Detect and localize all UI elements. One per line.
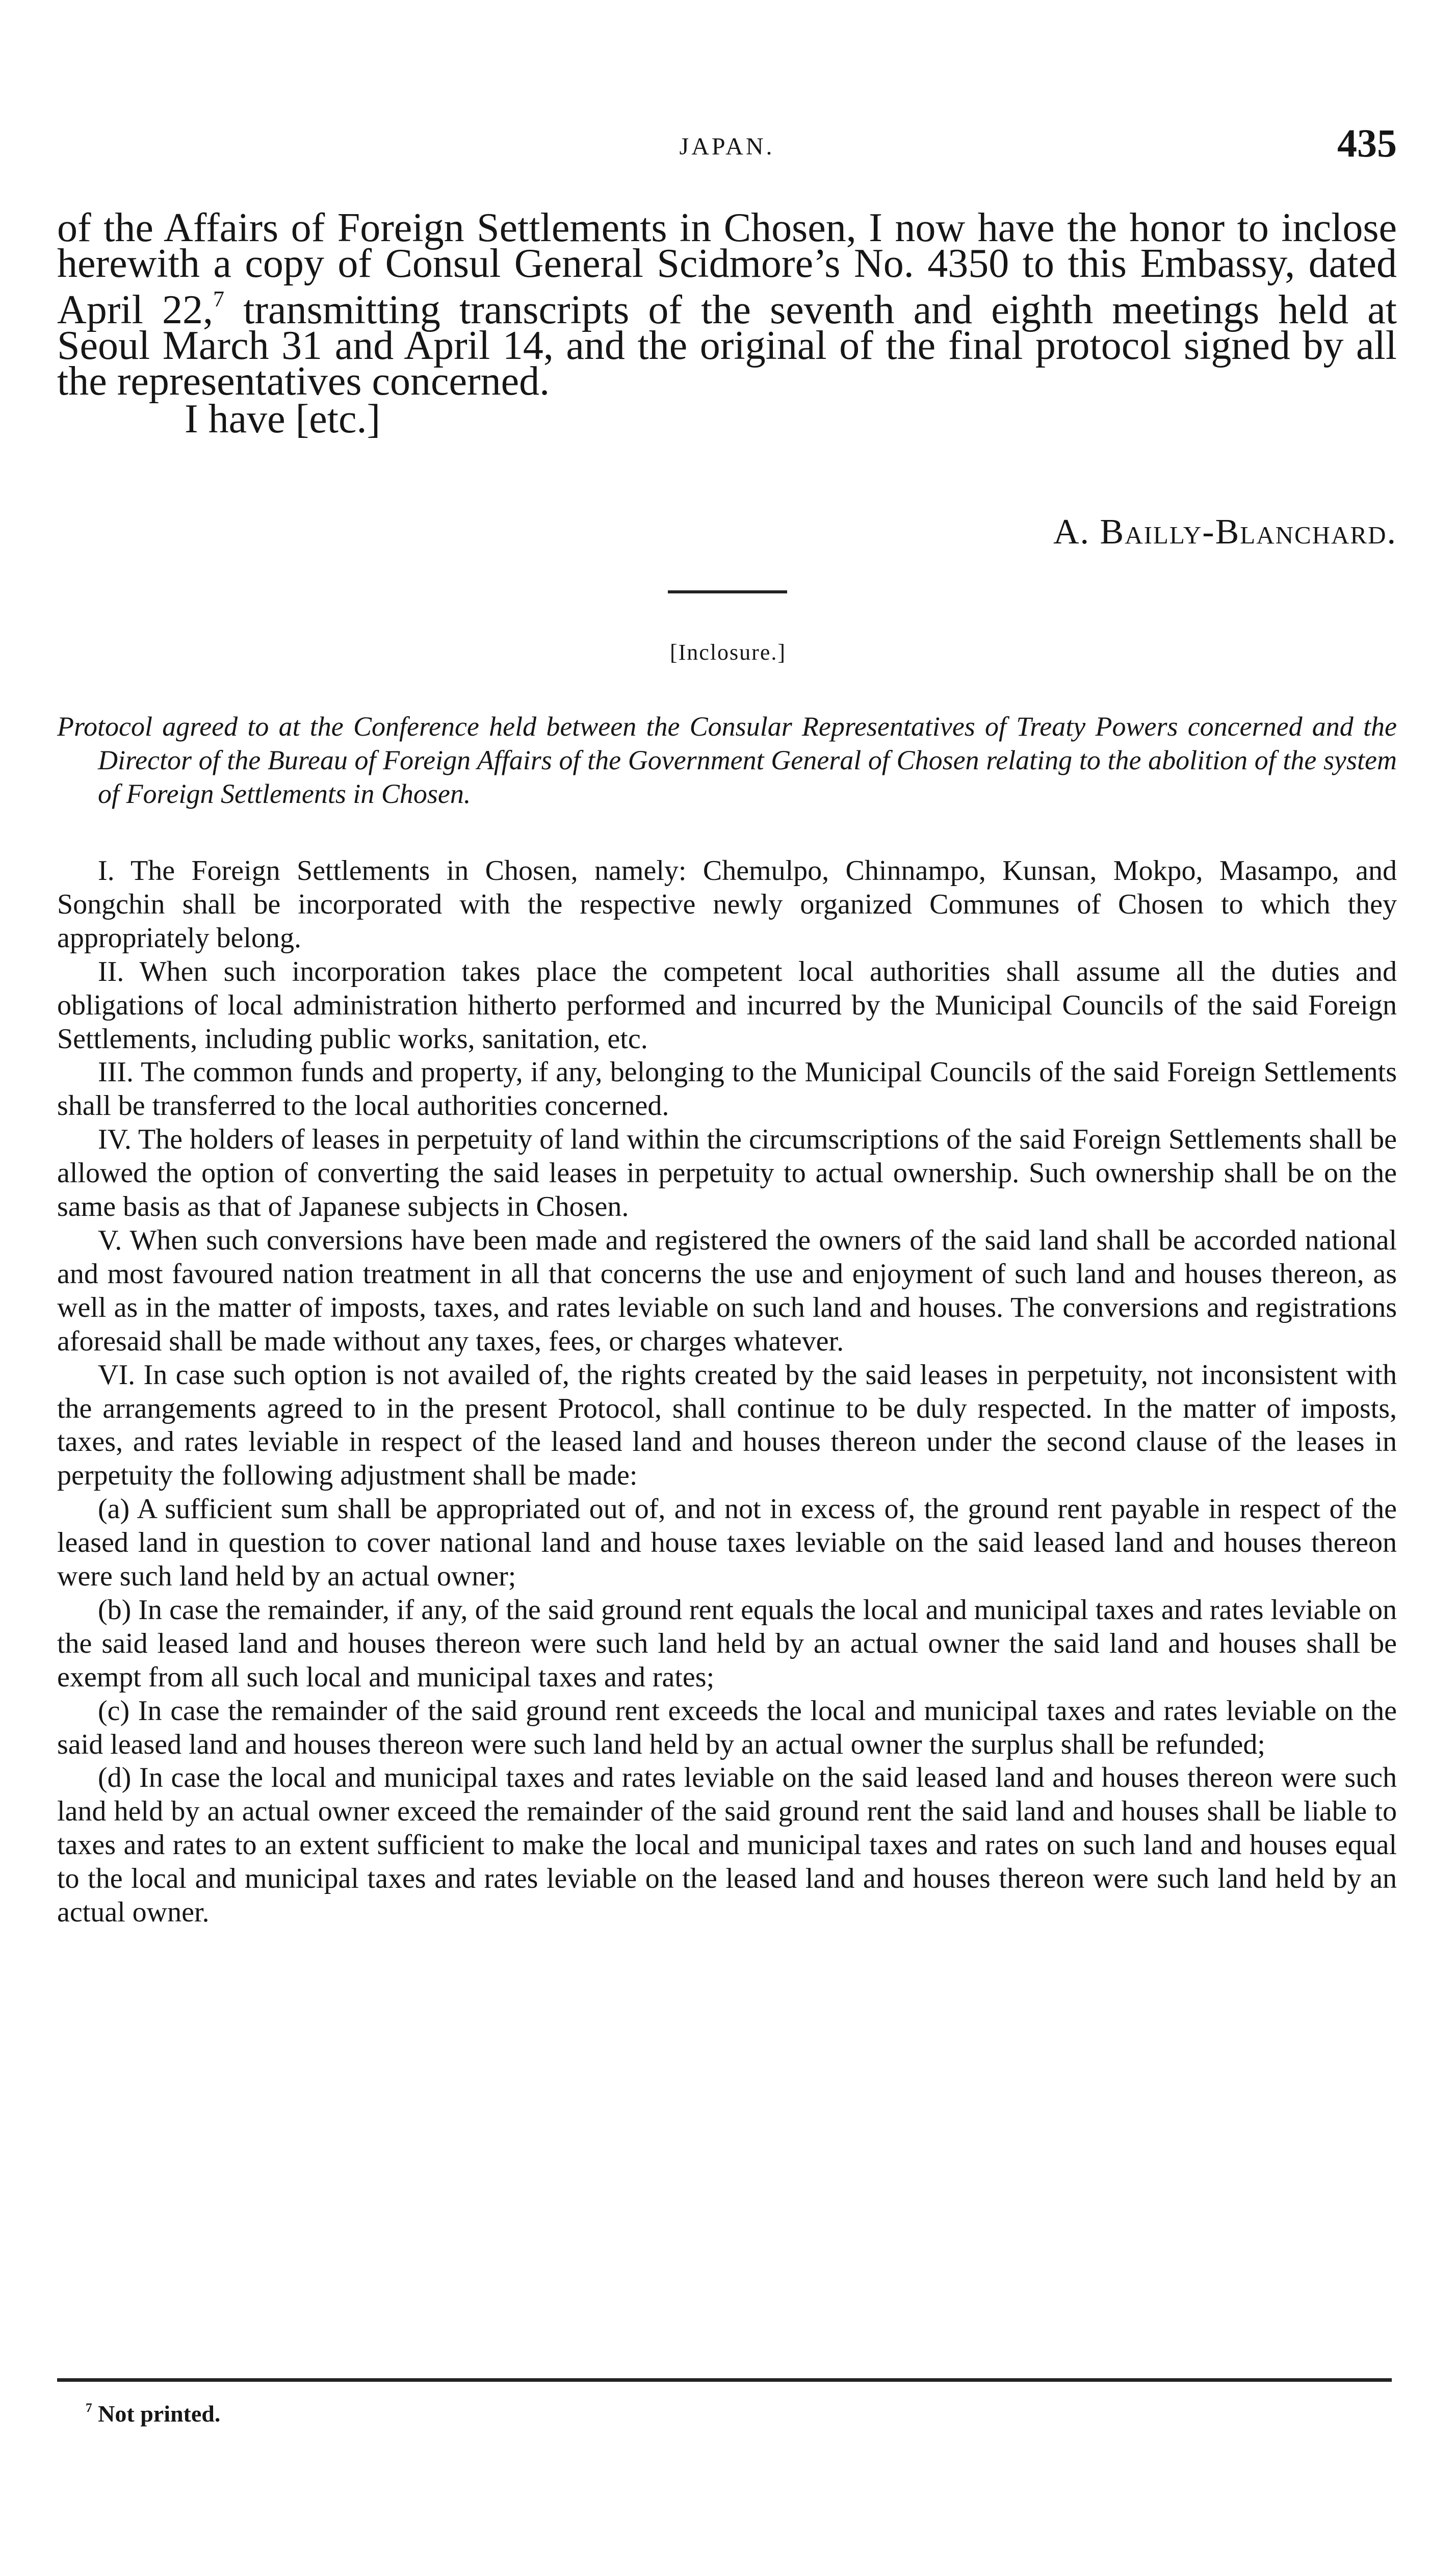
- protocol-articles: [57, 854, 1397, 1930]
- protocol-article-3: III. The common funds and property, if any, belonging to the Municipal Councils of the said Foreign Settlements shall be transferred to the local authorities concerned.: [57, 1056, 1397, 1122]
- protocol-clause-a: (a) A sufficient sum shall be appropriated out of, and not in excess of, the ground rent payable in respect of the leased land in question to cover national land and house taxes leviable on the said leased land and houses thereon were such land held by an actual owner;: [57, 1493, 1397, 1593]
- protocol-clause-d: (d) In case the local and municipal taxes and rates leviable on the said leased land and houses thereon were such land held by an actual owner exceed the remainder of the said ground rent the said land and houses shall be liable to taxes and rates to an extent sufficient to make the local and municipal taxes and rates on such land and houses equal to the local and municipal taxes and rates leviable on the leased land and houses thereon were such land held by an actual owner.: [57, 1762, 1397, 1929]
- letter-closing: I have [etc.]: [185, 397, 381, 441]
- letter-paragraph-part2: transmitting transcripts of the seventh and eighth meetings held at Seoul March 31 and April 14, and the original of the final protocol signed by all the representatives concerned.: [57, 288, 1397, 404]
- signature: A. Bailly-Blanchard.: [1053, 512, 1397, 552]
- protocol-article-2: II. When such incorporation takes place the competent local authorities shall assume all the duties and obligations of local administration hitherto performed and incurred by the Municipal Councils of the said Foreign Settlements, including public works, sanitation, etc.: [57, 955, 1397, 1055]
- protocol-clause-c: (c) In case the remainder of the said ground rent exceeds the local and municipal taxes and rates leviable on the said leased land and houses thereon were such land held by an actual owner the surplus shall be refunded;: [57, 1695, 1397, 1760]
- letter-body: [57, 205, 1397, 441]
- footnote-marker: 7: [86, 2401, 92, 2415]
- protocol-article-6: VI. In case such option is not availed of, the rights created by the said leases in perpetuity, not inconsistent with the arrangements agreed to in the present Protocol, shall continue to be duly respected. In the matter of imposts, taxes, and rates leviable in respect of the leased land and houses thereon under the second clause of the leases in perpetuity the following adjustment shall be made:: [57, 1359, 1397, 1492]
- letter-paragraph: [57, 205, 1397, 404]
- protocol-clause-b: (b) In case the remainder, if any, of the said ground rent equals the local and municipal taxes and rates leviable on the said leased land and houses thereon were such land held by an actual owner the said land and houses shall be exempt from all such local and municipal taxes and rates;: [57, 1594, 1397, 1693]
- footnote-reference[interactable]: 7: [213, 287, 225, 311]
- footnote-divider: [57, 2378, 1392, 2382]
- footnote-text: Not printed.: [92, 2401, 221, 2427]
- footnote: [86, 2400, 220, 2427]
- protocol-article-1: I. The Foreign Settlements in Chosen, namely: Chemulpo, Chinnampo, Kunsan, Mokpo, Masampo, and Songchin shall be incorporated with the respective newly organized Communes of Chosen to which they appropriately belong.: [57, 855, 1397, 954]
- letter-paragraph-part1: of the Affairs of Foreign Settlements in Chosen, I now have the honor to inclose herewith a copy of Consul General Scidmore’s No. 4350 to this Embassy, dated April 22,: [57, 205, 1397, 332]
- running-head: [57, 120, 1397, 166]
- protocol-article-4: IV. The holders of leases in perpetuity of land within the circumscriptions of the said Foreign Settlements shall be allowed the option of converting the said leases in perpetuity to actual ownership. Such ownership shall be on the same basis as that of Japanese subjects in Chosen.: [57, 1124, 1397, 1223]
- protocol-title: Protocol agreed to at the Conference held between the Consular Representatives of Treaty Powers concerned and the Director of the Bureau of Foreign Affairs of the Government General of Chosen relating to the abolition of the system of Foreign Settlements in Chosen.: [57, 711, 1397, 809]
- running-title: JAPAN.: [679, 133, 775, 160]
- page-number: 435: [1337, 121, 1397, 165]
- protocol-article-5: V. When such conversions have been made and registered the owners of the said land shall be accorded national and most favoured nation treatment in all that concerns the use and enjoyment of such land and houses thereon, as well as in the matter of imposts, taxes, and rates leviable on such land and houses. The conversions and registrations aforesaid shall be made without any taxes, fees, or charges whatever.: [57, 1224, 1397, 1357]
- section-divider: [668, 590, 787, 593]
- enclosure-label: [Inclosure.]: [669, 640, 786, 665]
